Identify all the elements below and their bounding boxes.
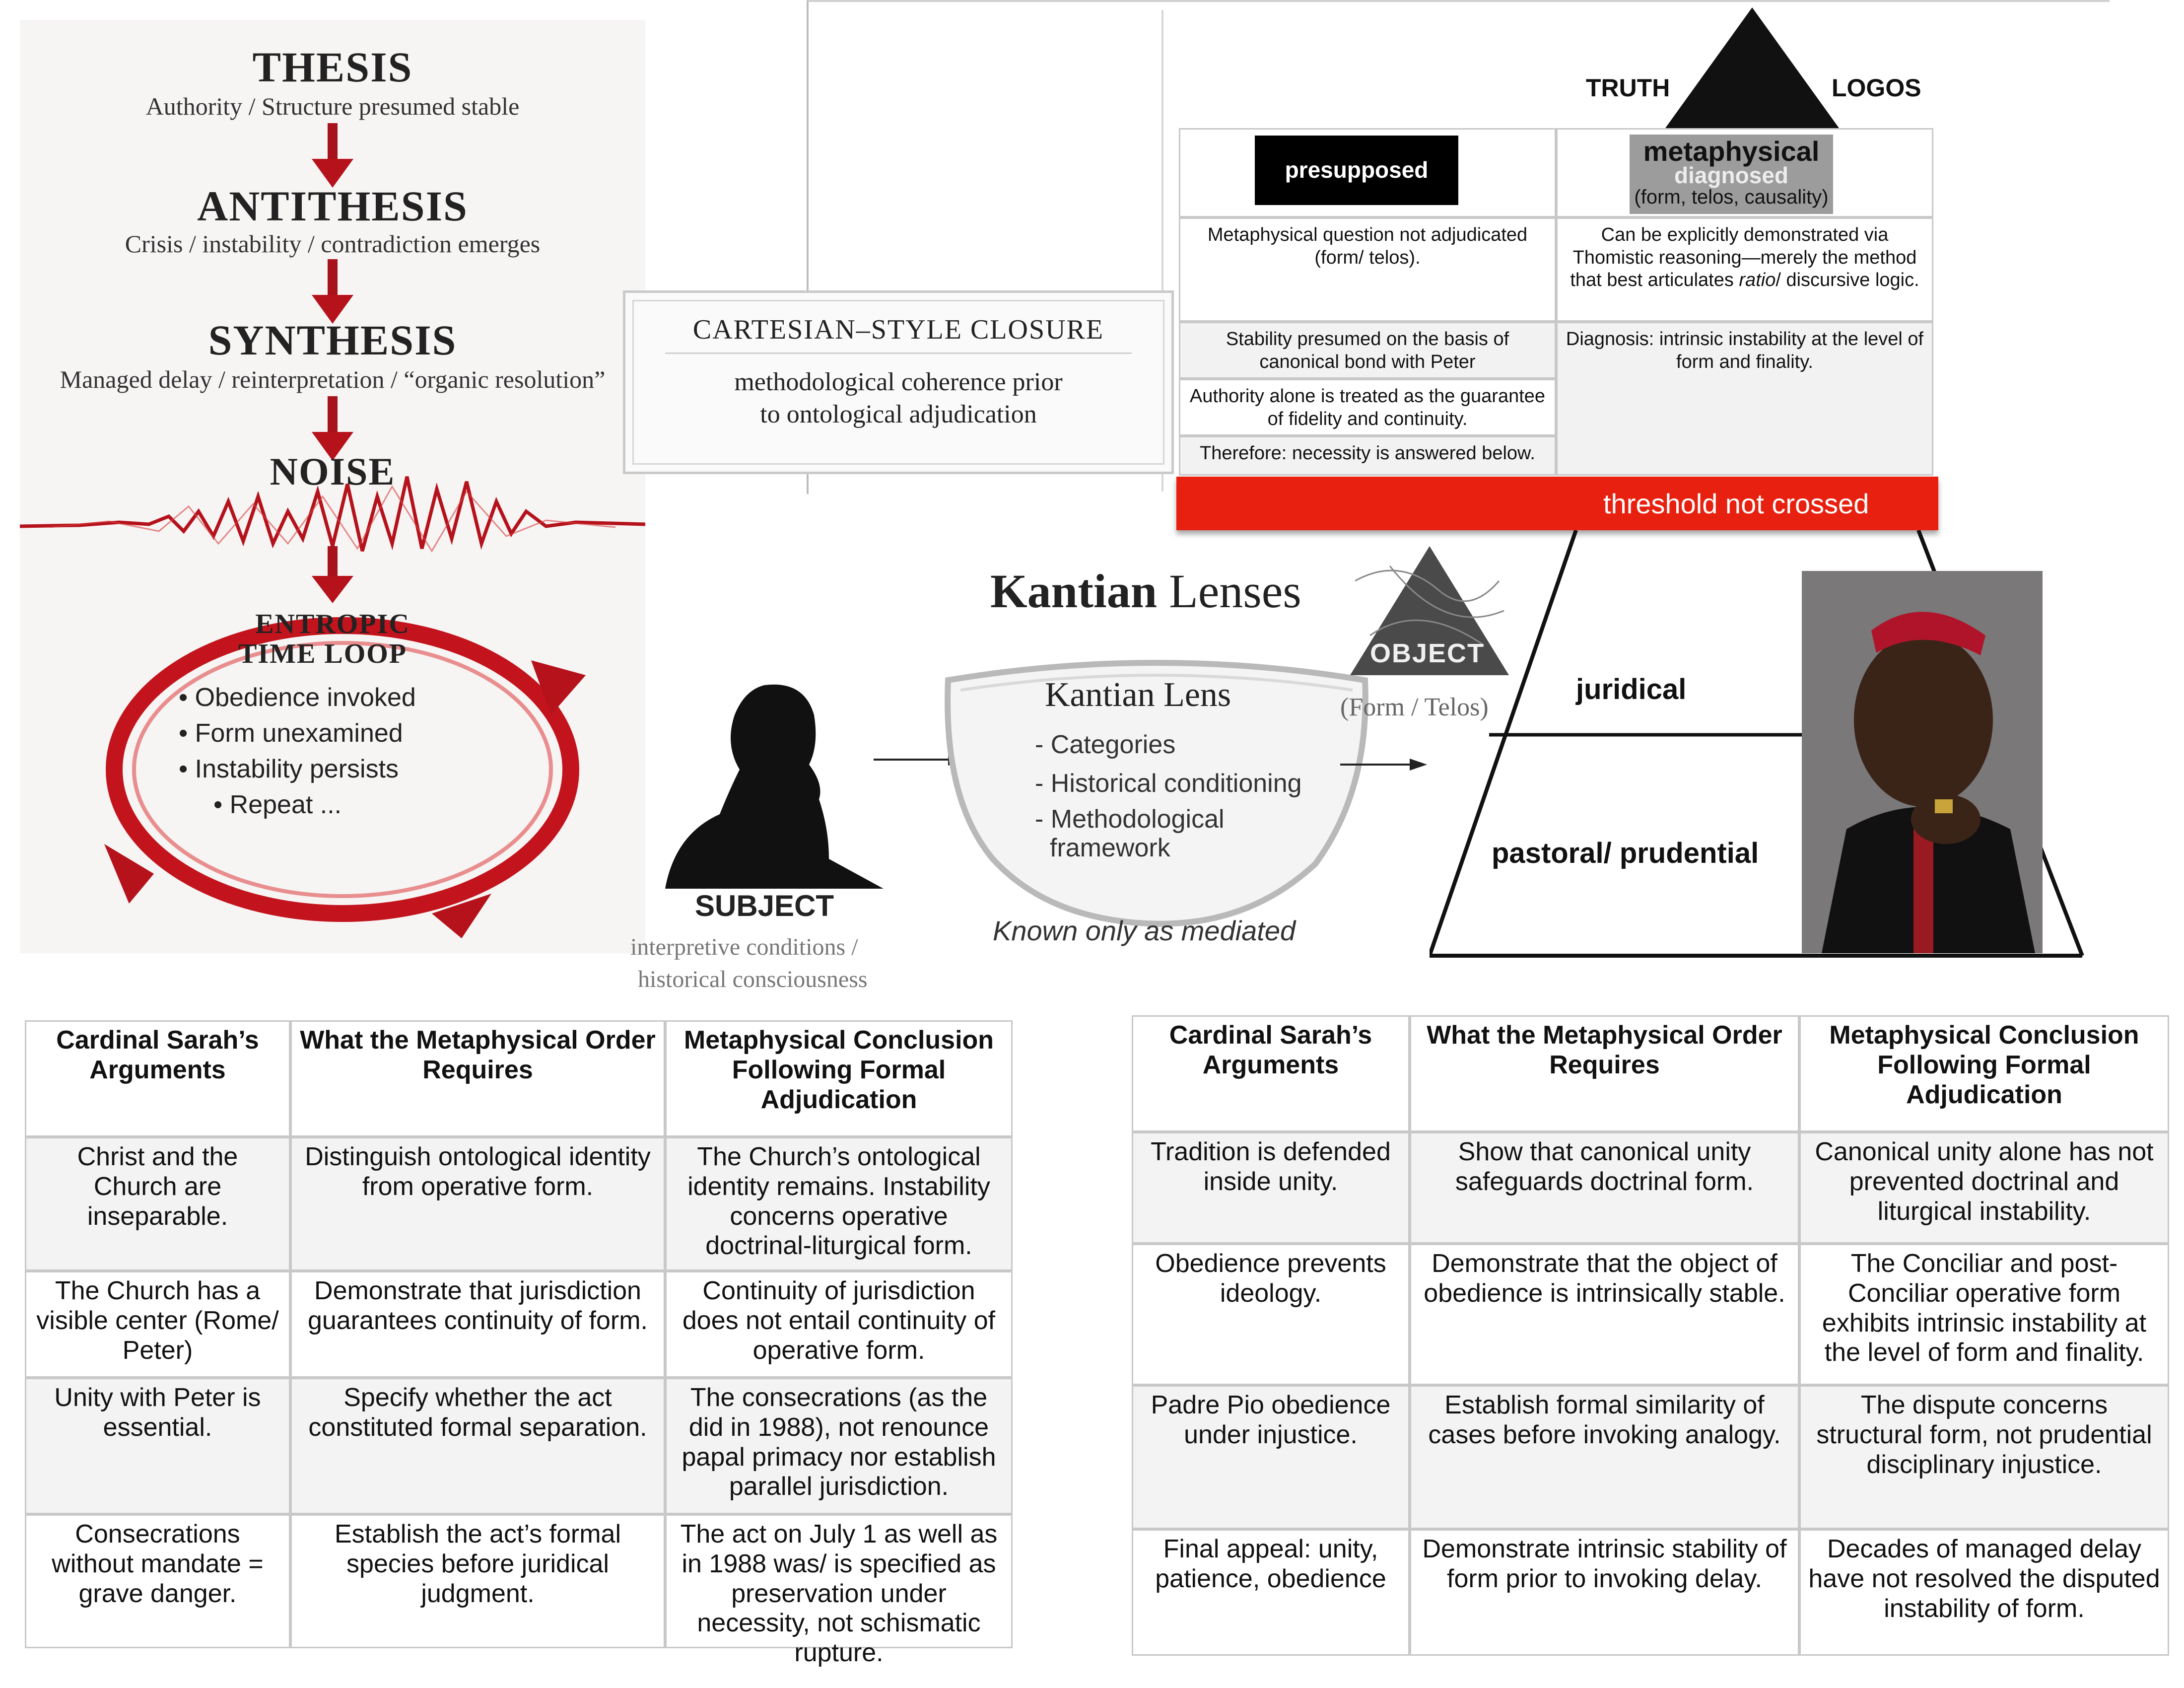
arguments-table-right <box>1132 1015 2169 1656</box>
table-header: What the Metaphysical Order Requires <box>290 1020 665 1137</box>
table-cell: Demonstrate that the object of obedience is intrinsically stable. <box>1410 1244 1799 1385</box>
object-subtitle: (Form / Telos) <box>1340 693 1489 721</box>
antithesis-subtitle: Crisis / instability / contradiction emerges <box>125 230 541 258</box>
cartesian-line-1: methodological coherence prior <box>734 368 1063 396</box>
juridical-label: juridical <box>1576 673 1687 705</box>
table-header: Metaphysical Conclusion Following Formal Adjudication <box>1799 1015 2169 1132</box>
noise-title: NOISE <box>270 450 396 493</box>
metaphysical-header <box>1556 128 1933 217</box>
table-cell: Demonstrate intrinsic stability of form prior to invoking delay. <box>1410 1529 1799 1656</box>
meta-right-row-text: / discursive logic. <box>1775 270 1919 291</box>
subject-label: SUBJECT <box>695 889 834 922</box>
down-arrow-icon <box>308 123 357 190</box>
metaphysical-table <box>1179 128 1933 476</box>
table-header: Cardinal Sarah’s Arguments <box>1132 1015 1410 1132</box>
thesis-subtitle: Authority / Structure presumed stable <box>145 92 520 120</box>
lens-item: - Categories <box>1035 730 1176 759</box>
loop-item: • Repeat ... <box>213 790 342 819</box>
meta-left-row: Therefore: necessity is answered below. <box>1179 436 1556 476</box>
cartesian-line-2: to ontological adjudication <box>760 400 1037 428</box>
table-cell: Establish the act’s formal species before juridical judgment. <box>290 1514 665 1648</box>
table-cell: Final appeal: unity, patience, obedience <box>1132 1529 1410 1656</box>
logos-label: LOGOS <box>1832 74 1921 102</box>
meta-left-row: Metaphysical question not adjudicated (form/ telos). <box>1179 217 1556 322</box>
cartesian-title: CARTESIAN–STYLE CLOSURE <box>692 314 1104 345</box>
table-cell: The consecrations (as the did in 1988), not renounce papal primacy nor establish parallel jurisdiction. <box>665 1378 1013 1514</box>
loop-title-2: TIME LOOP <box>238 638 408 669</box>
diagnosed-label: diagnosed <box>1674 162 1789 188</box>
thesis-title: THESIS <box>252 43 413 91</box>
table-cell: The Conciliar and post-Conciliar operative form exhibits intrinsic instability at the level of form and finality. <box>1799 1244 2169 1385</box>
loop-item: • Instability persists <box>179 755 399 783</box>
arguments-table-left <box>25 1020 1013 1668</box>
table-header: What the Metaphysical Order Requires <box>1410 1015 1799 1132</box>
subject-silhouette <box>665 670 884 889</box>
subject-subtitle-2: historical consciousness <box>638 966 868 992</box>
kantian-title <box>990 563 1301 619</box>
meta-left-row: Stability presumed on the basis of canonical bond with Peter <box>1179 322 1556 379</box>
pyramid-apex <box>1663 7 1842 132</box>
table-cell: Tradition is defended inside unity. <box>1132 1132 1410 1244</box>
cartesian-rule <box>665 352 1132 354</box>
meta-left-row: Authority alone is treated as the guarantee of fidelity and continuity. <box>1179 379 1556 436</box>
table-cell: Specify whether the act constituted formal separation. <box>290 1378 665 1514</box>
subject-subtitle-1: interpretive conditions / <box>630 934 858 960</box>
table-cell: The act on July 1 as well as in 1988 was/ is specified as preservation under necessity, not schismatic rupture. <box>665 1514 1013 1648</box>
kantian-title-rest: Lenses <box>1157 564 1301 618</box>
threshold-bar <box>1176 477 1938 530</box>
synthesis-title: SYNTHESIS <box>208 316 457 364</box>
table-cell: Demonstrate that jurisdiction guarantees continuity of form. <box>290 1271 665 1378</box>
meta-right-row <box>1556 217 1933 322</box>
presupposed-label: presupposed <box>1255 136 1458 205</box>
loop-title-1: ENTROPIC <box>255 609 410 639</box>
cardinal-portrait <box>1802 571 2043 953</box>
table-cell: Padre Pio obedience under injustice. <box>1132 1385 1410 1529</box>
object-label: OBJECT <box>1370 638 1485 668</box>
portrait-figure <box>1802 571 2043 953</box>
loop-item: • Obedience invoked <box>179 683 416 712</box>
table-cell: Obedience prevents ideology. <box>1132 1244 1410 1385</box>
kantian-title-bold: Kantian <box>990 564 1158 618</box>
table-cell: The dispute concerns structural form, not prudential disciplinary injustice. <box>1799 1385 2169 1529</box>
causes-label: (form, telos, causality) <box>1634 186 1829 208</box>
loop-item: • Form unexamined <box>179 719 403 748</box>
lens-title: Kantian Lens <box>1045 676 1231 714</box>
mediated-caption: Known only as mediated <box>993 915 1296 946</box>
lens-item: - Methodological <box>1035 805 1225 834</box>
table-cell: The Church’s ontological identity remains. Instability concerns operative doctrinal-liturgical form. <box>665 1137 1013 1271</box>
meta-right-row: Diagnosis: intrinsic instability at the level of form and finality. <box>1556 322 1933 476</box>
table-cell: Consecrations without mandate = grave danger. <box>25 1514 290 1648</box>
synthesis-subtitle: Managed delay / reinterpretation / “organic resolution” <box>60 365 606 393</box>
metaphysical-label: metaphysical <box>1643 136 1820 167</box>
table-header: Cardinal Sarah’s Arguments <box>25 1020 290 1137</box>
ratio-word: ratio <box>1739 270 1776 291</box>
lens-item: framework <box>1050 834 1170 862</box>
table-cell: Decades of managed delay have not resolved the disputed instability of form. <box>1799 1529 2169 1656</box>
antithesis-title: ANTITHESIS <box>197 182 468 230</box>
table-cell: The Church has a visible center (Rome/ Peter) <box>25 1271 290 1378</box>
truth-label: TRUTH <box>1586 74 1670 102</box>
table-cell: Continuity of jurisdiction does not entail continuity of operative form. <box>665 1271 1013 1378</box>
pastoral-label: pastoral/ prudential <box>1492 837 1759 869</box>
dialectic-panel <box>20 20 645 953</box>
table-cell: Establish formal similarity of cases before invoking analogy. <box>1410 1385 1799 1529</box>
table-cell: Show that canonical unity safeguards doctrinal form. <box>1410 1132 1799 1244</box>
table-header: Metaphysical Conclusion Following Formal Adjudication <box>665 1020 1013 1137</box>
table-cell: Unity with Peter is essential. <box>25 1378 290 1514</box>
table-cell: Christ and the Church are inseparable. <box>25 1137 290 1271</box>
lens-item: - Historical conditioning <box>1035 769 1302 798</box>
meta-right-row-text: Can be explicitly demonstrated via Thomistic reasoning—merely the method that best articulates <box>1570 224 1917 291</box>
cartesian-closure-box <box>623 290 1174 474</box>
presupposed-header <box>1179 128 1556 217</box>
table-cell: Distinguish ontological identity from operative form. <box>290 1137 665 1271</box>
table-cell: Canonical unity alone has not prevented doctrinal and liturgical instability. <box>1799 1132 2169 1244</box>
arrow-right-icon <box>1340 755 1430 774</box>
threshold-label: threshold not crossed <box>1603 488 1869 519</box>
